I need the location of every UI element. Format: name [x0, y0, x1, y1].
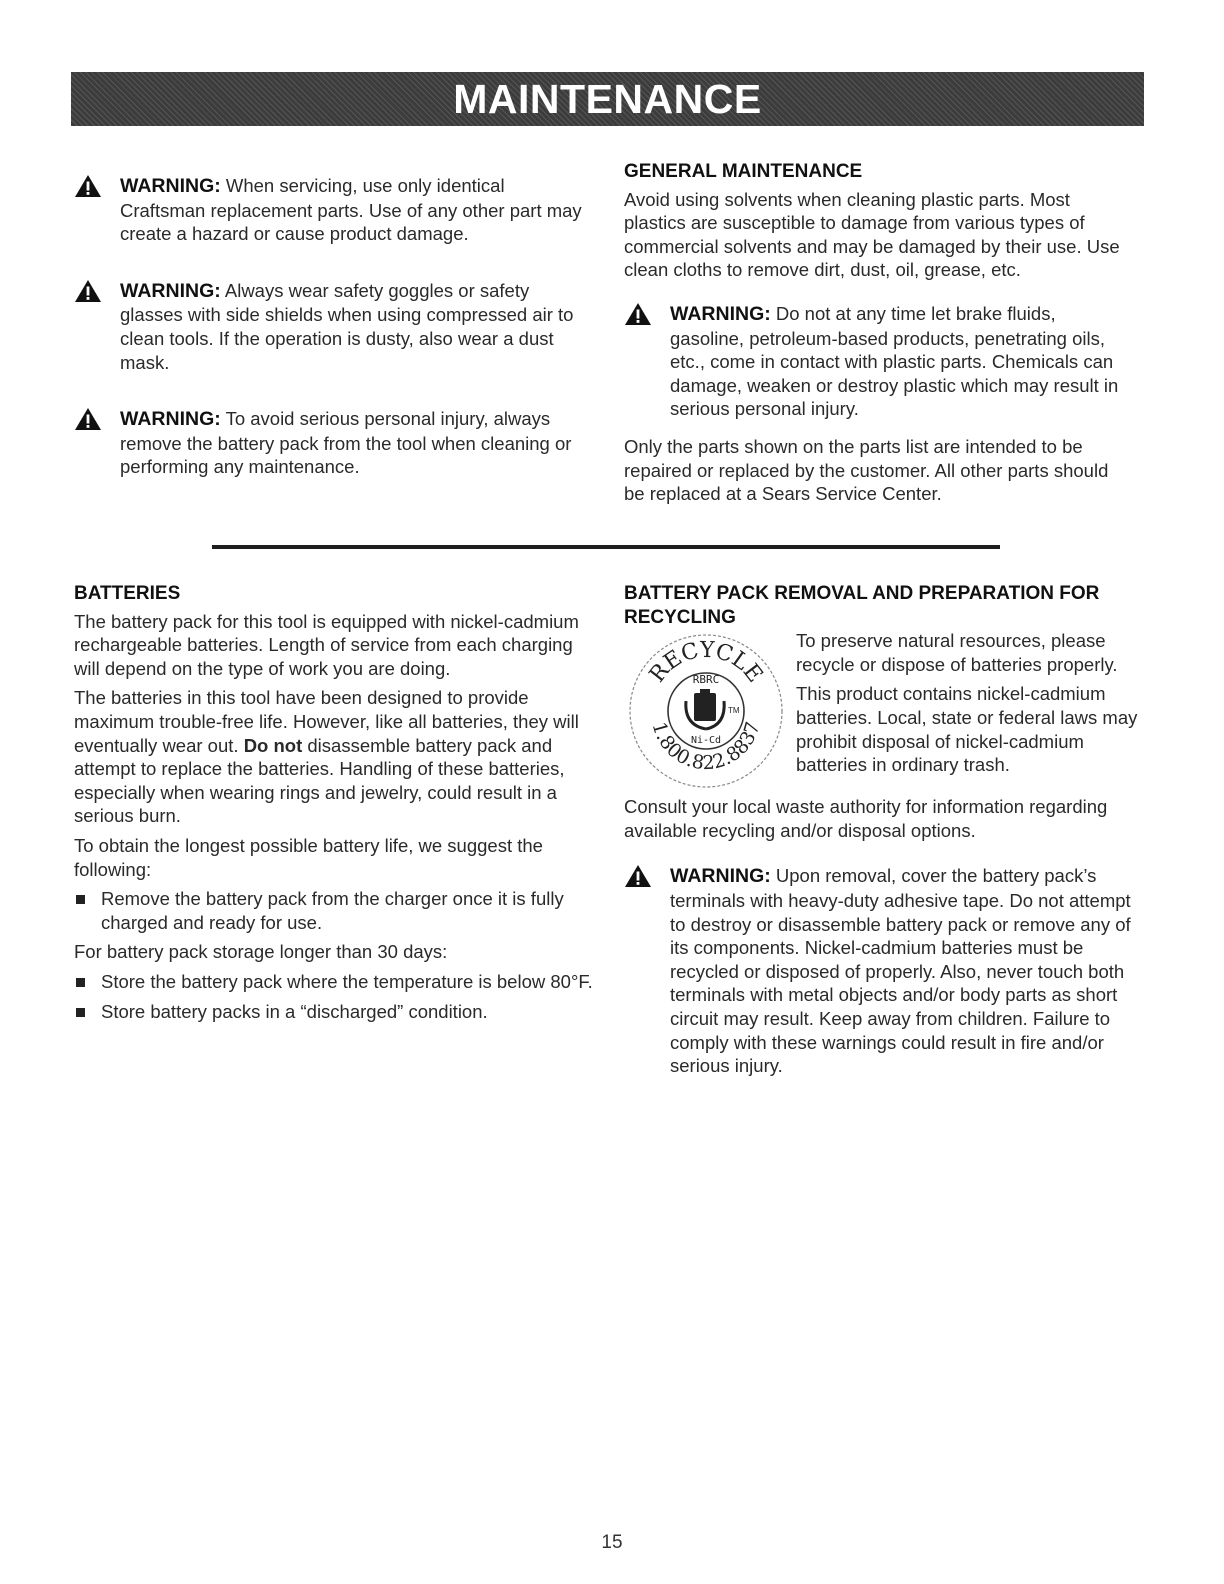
warning-triangle-icon	[74, 279, 102, 303]
section-banner	[71, 72, 1144, 126]
storage-paragraph: For battery pack storage longer than 30 days:	[74, 941, 448, 963]
do-not-emphasis: Do not	[243, 734, 303, 756]
warning-label: WARNING:	[120, 175, 221, 197]
seal-rbrc-text: RBRC	[692, 673, 720, 687]
square-bullet-icon	[76, 1008, 85, 1017]
warning-text: When servicing, use only identical Craftsman replacement parts. Use of any other part may create a hazard or cause product damage.	[120, 175, 582, 245]
left-warnings	[74, 174, 594, 479]
page-number: 15	[601, 1532, 623, 1553]
section-divider	[212, 545, 1000, 549]
warning-triangle-icon	[624, 302, 652, 326]
seal-tm-mark: TM	[728, 706, 740, 716]
recycling-section	[624, 582, 1144, 1078]
seal-phone-number: 1.800.822.8837	[647, 719, 765, 775]
list-item	[74, 887, 594, 934]
parts-replacement-paragraph: Only the parts shown on the parts list are intended to be repaired or replaced by the customer. All other parts should be replaced at a Sears Service Center.	[624, 435, 1109, 505]
warning-text: Upon removal, cover the battery pack’s terminals with heavy-duty adhesive tape. Do not attempt to destroy or disassemble battery pack or remove any of its components. Nickel-cadmium batteries must be recycled or disposed of properly. Also, never touch both terminals with metal objects and/or body parts as short circuit may result. Keep away from children. Failure to comply with these warnings could result in fire and/or serious injury.	[670, 865, 1131, 1077]
warning-triangle-icon	[74, 174, 102, 198]
rbrc-recycle-seal	[624, 631, 788, 789]
warning-text: To avoid serious personal injury, always remove the battery pack from the tool when cleaning or performing any maintenance.	[120, 408, 572, 478]
batteries-section	[74, 582, 594, 1029]
batteries-wear-text: The batteries in this tool have been designed to provide maximum trouble-free life. However, like all batteries, they will eventually wear out.	[74, 687, 579, 756]
warning-label: WARNING:	[670, 865, 771, 888]
general-maintenance-section	[624, 160, 1132, 512]
seal-recycle-word: RECYCLE	[644, 638, 768, 688]
batteries-paragraph: The battery pack for this tool is equipped with nickel-cadmium rechargeable batteries. Length of service from each charging will depend on the type of work you are doing.	[74, 610, 579, 679]
recycle-block	[624, 629, 1144, 795]
batteries-wear-paragraph	[74, 686, 594, 828]
warning-label: WARNING:	[120, 408, 221, 431]
seal-nicd-text: Ni-Cd	[690, 735, 722, 747]
battery-recycle-icon	[686, 689, 724, 729]
general-maintenance-heading: GENERAL MAINTENANCE	[624, 161, 863, 182]
batteries-wear-text-cont: disassemble battery pack and attempt to replace the batteries. Handling of these batteries, especially when wearing rings and jewelry, could result in a serious burn.	[74, 734, 565, 827]
warning-text: Always wear safety goggles or safety glasses with side shields when using compressed air to clean tools. If the operation is dusty, also wear a dust mask.	[120, 279, 574, 373]
recycling-heading: BATTERY PACK REMOVAL AND PREPARATION FOR RECYCLING	[624, 583, 1100, 628]
nicd-content-paragraph: This product contains nickel-cadmium batteries. Local, state or federal laws may prohibit disposal of nickel-cadmium batteries in ordinary trash.	[796, 683, 1138, 776]
battery-life-paragraph: To obtain the longest possible battery life, we suggest the following:	[74, 834, 543, 880]
preserve-resources-paragraph: To preserve natural resources, please recycle or dispose of batteries properly.	[796, 630, 1118, 675]
list-item	[74, 1000, 594, 1024]
warning-remove-battery	[74, 407, 594, 479]
warning-brake-fluids	[624, 302, 1132, 421]
bullet-text: Store battery packs in a “discharged” condition.	[101, 1000, 488, 1022]
warning-replacement-parts	[74, 174, 594, 246]
recycle-text-block	[796, 629, 1144, 783]
batteries-heading: BATTERIES	[74, 583, 181, 604]
warning-label: WARNING:	[120, 279, 221, 302]
warning-text: Do not at any time let brake fluids, gasoline, petroleum-based products, penetrating oils, etc., come in contact with plastic parts. Chemicals can damage, weaken or destroy plastic which may result in serious personal injury.	[670, 302, 1119, 420]
square-bullet-icon	[76, 895, 85, 904]
consult-authority-paragraph: Consult your local waste authority for information regarding available recycling and/or disposal options.	[624, 796, 1108, 841]
warning-triangle-icon	[74, 407, 102, 431]
bullet-text: Store the battery pack where the temperature is below 80°F.	[101, 970, 593, 992]
warning-label: WARNING:	[670, 302, 771, 325]
warning-triangle-icon	[624, 864, 652, 888]
warning-battery-terminals	[624, 864, 1144, 1077]
general-maintenance-paragraph: Avoid using solvents when cleaning plastic parts. Most plastics are susceptible to damage from various types of commercial solvents and may be damaged by their use. Use clean cloths to remove dirt, dust, oil, grease, etc.	[624, 188, 1120, 281]
list-item	[74, 970, 594, 994]
square-bullet-icon	[76, 978, 85, 987]
bullet-text: Remove the battery pack from the charger once it is fully charged and ready for use.	[101, 888, 564, 933]
page-title: MAINTENANCE	[453, 75, 762, 122]
warning-safety-goggles	[74, 279, 594, 374]
